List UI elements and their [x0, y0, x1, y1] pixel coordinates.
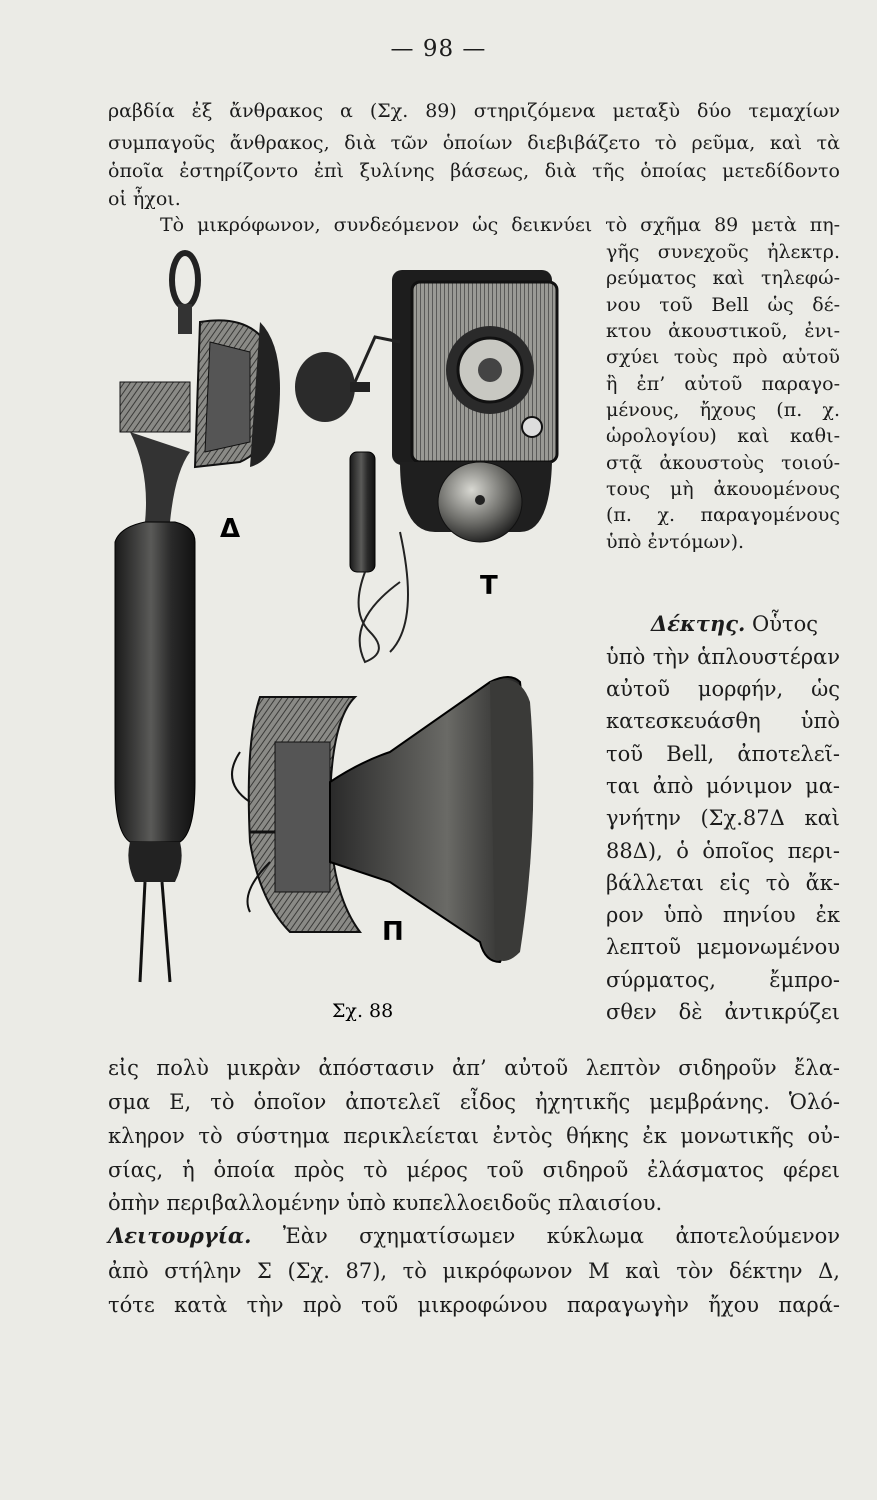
- side-text-line: τοῦ Bell, ἀποτελεῖ-: [606, 742, 840, 766]
- text-line: τότε κατὰ τὴν πρὸ τοῦ μικροφώνου παραγωγὴν ἤχου παρά-: [108, 1293, 840, 1317]
- text-line: Τὸ μικρόφωνον, συνδεόμενον ὡς δεικνύει τὸ σχῆμα 89 μετὰ πη-: [160, 214, 840, 236]
- side-text-line: κτου ἀκουστικοῦ, ἐνι-: [606, 320, 840, 342]
- side-text-line: γνήτην (Σχ.87Δ καὶ: [606, 806, 840, 830]
- text-line: ραβδία ἐξ ἄνθρακος α (Σχ. 89) στηριζόμενα μεταξὺ δύο τεμαχίων: [108, 100, 840, 122]
- text-line: ὀπὴν περιβαλλομένην ὑπὸ κυπελλοειδοῦς πλαισίου.: [108, 1191, 663, 1215]
- text-line: κληρον τὸ σύστημα περικλείεται ἐντὸς θήκης ἐκ μονωτικῆς οὐ-: [108, 1124, 840, 1148]
- side-text-line: σθεν δὲ ἀντικρύζει: [606, 1000, 840, 1024]
- side-text-line: ὑπὸ τὴν ἁπλουστέραν: [606, 645, 840, 669]
- side-text-line: λεπτοῦ μεμονωμένου: [606, 935, 840, 959]
- side-text-line: σχύει τοὺς πρὸ αὐτοῦ: [606, 346, 840, 368]
- side-text-line: σύρματος, ἔμπρο-: [606, 968, 840, 992]
- side-text-line: (π. χ. παραγομένους: [606, 504, 840, 526]
- text-line: εἰς πολὺ μικρὰν ἀπόστασιν ἀπ’ αὐτοῦ λεπτὸν σιδηροῦν ἔλα-: [108, 1056, 840, 1080]
- text-line: σίας, ἡ ὁποία πρὸς τὸ μέρος τοῦ σιδηροῦ ἐλάσματος φέρει: [108, 1158, 840, 1182]
- dektis-paragraph-start: [651, 608, 841, 640]
- side-text-line: ὑπὸ ἐντόμων).: [606, 531, 745, 553]
- side-text-line: ρεύματος καὶ τηλεφώ-: [606, 267, 840, 289]
- dektis-first-text: Οὗτος: [745, 612, 818, 636]
- text-line: ἀπὸ στήλην Σ (Σχ. 87), τὸ μικρόφωνον Μ καὶ τὸν δέκτην Δ,: [108, 1259, 840, 1283]
- side-text-line: τους μὴ ἀκουομένους: [606, 478, 840, 500]
- text-line: συμπαγοῦς ἄνθρακος, διὰ τῶν ὁποίων διεβιβάζετο τὸ ρεῦμα, καὶ τὰ: [108, 132, 840, 154]
- text-line: οἱ ἦχοι.: [108, 188, 181, 210]
- page-number: — 98 —: [390, 36, 487, 62]
- side-text-line: ὡρολογίου) καὶ καθι-: [606, 425, 840, 447]
- figure-caption: Σχ. 88: [332, 1000, 394, 1022]
- figure-88: [100, 242, 560, 1032]
- side-text-line: κατεσκευάσθη ὑπὸ: [606, 709, 840, 733]
- dektis-heading: Δέκτης.: [651, 611, 746, 636]
- side-text-line: ται ἀπὸ μόνιμον μα-: [606, 774, 840, 798]
- side-text-line: ἢ ἐπ’ αὐτοῦ παραγο-: [606, 373, 840, 395]
- handset-illustration: [115, 253, 280, 982]
- side-text-line: 88Δ), ὁ ὁποῖος περι-: [606, 839, 840, 863]
- side-text-line: βάλλεται εἰς τὸ ἄκ-: [606, 871, 840, 895]
- text-line: σμα Ε, τὸ ὁποῖον ἀποτελεῖ εἶδος ἠχητικῆς μεμβράνης. Ὁλό-: [108, 1090, 840, 1114]
- leitourgia-first-text: Ἐὰν σχηματίσωμεν κύκλωμα ἀποτελούμενον: [251, 1224, 840, 1248]
- telephone-engraving: [100, 242, 560, 1032]
- leitourgia-paragraph-start: [108, 1220, 840, 1252]
- label-pi: Π: [382, 917, 404, 947]
- text-line: ὁποῖα ἐστηρίζοντο ἐπὶ ξυλίνης βάσεως, διὰ τῆς ὁποίας μετεδίδοντο: [108, 160, 840, 182]
- label-tau: Τ: [480, 571, 498, 601]
- leitourgia-heading: Λειτουργία.: [108, 1223, 252, 1248]
- side-text-line: ρον ὑπὸ πηνίου ἐκ: [606, 903, 840, 927]
- label-delta: Δ: [220, 514, 241, 544]
- wall-telephone-illustration: [295, 270, 557, 662]
- side-text-line: νου τοῦ Bell ὡς δέ-: [606, 294, 840, 316]
- side-text-line: αὐτοῦ μορφήν, ὡς: [606, 677, 840, 701]
- side-text-line: μένους, ἤχους (π. χ.: [606, 399, 840, 421]
- side-text-line: γῆς συνεχοῦς ἠλεκτρ.: [606, 241, 840, 263]
- side-text-line: στᾷ ἀκουστοὺς τοιού-: [606, 452, 840, 474]
